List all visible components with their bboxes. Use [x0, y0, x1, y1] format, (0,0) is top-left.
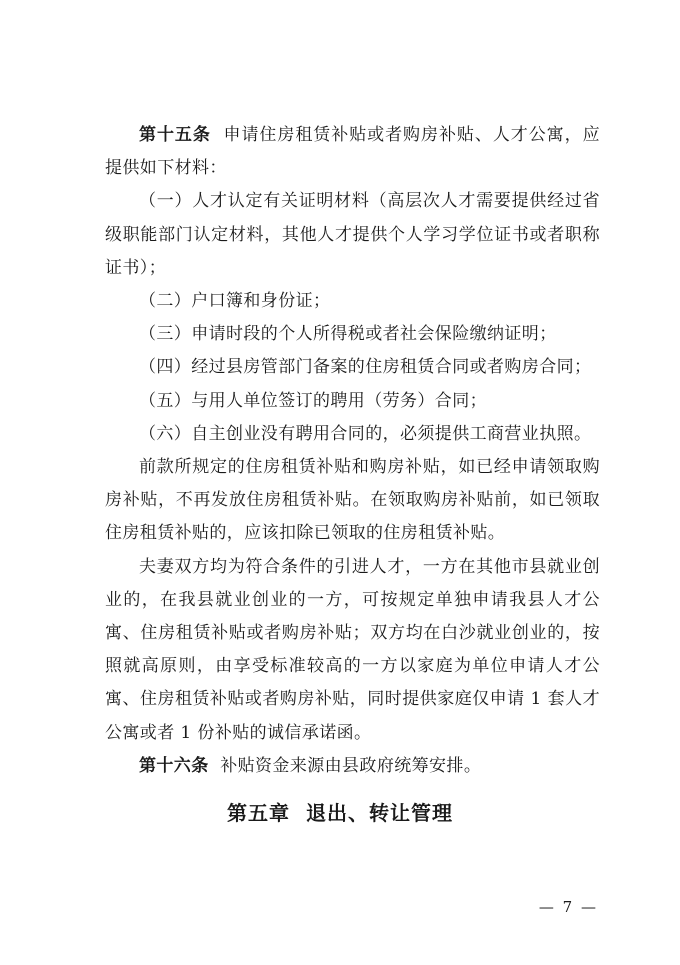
list-item-3: （三）申请时段的个人所得税或者社会保险缴纳证明； — [139, 324, 557, 345]
list-item-2: （二）户口簿和身份证； — [139, 291, 331, 312]
article-15-text: 申请住房租赁补贴或者购房补贴、人才公寓，应提供如下材料： — [105, 125, 600, 179]
article-15-label: 第十五条 — [139, 125, 211, 145]
article-16 — [105, 750, 600, 783]
list-item-6: （六）自主创业没有聘用合同的，必须提供工商营业执照。 — [139, 423, 592, 444]
list-item-4: （四）经过县房管部门备案的住房租赁合同或者购房合同； — [139, 357, 592, 378]
paragraph-subsidy-rule: 前款所规定的住房租赁补贴和购房补贴，如已经申请领取购房补贴，不再发放住房租赁补贴。在领取购房补贴前，如已领取住房租赁补贴的，应该扣除已领取的住房租赁补贴。 — [105, 457, 600, 544]
chapter-title: 第五章 退出、转让管理 — [227, 801, 453, 825]
list-item-1: （一）人才认定有关证明材料（高层次人才需要提供经过省级职能部门认定材料，其他人才提供个人学习学位证书或者职称证书）； — [105, 191, 600, 278]
page-number: — 7 — — [538, 898, 598, 916]
article-16-label: 第十六条 — [139, 755, 209, 776]
article-16-text: 补贴资金来源由县政府统筹安排。 — [220, 755, 482, 776]
body-text — [105, 119, 600, 783]
list-item-5: （五）与用人单位签订的聘用（劳务）合同； — [139, 390, 487, 411]
article-15 — [105, 119, 600, 185]
paragraph-spouse-rule: 夫妻双方均为符合条件的引进人才，一方在其他市县就业创业的，在我县就业创业的一方，可按规定单独申请我县人才公寓、住房租赁补贴或者购房补贴；双方均在白沙就业创业的，按照就高原则，由享受标准较高的一方以家庭为单位申请人才公寓、住房租赁补贴或者购房补贴，同时提供家庭仅申请 1 套人才公寓或者 1 份补贴的诚信承诺函。 — [105, 556, 600, 743]
